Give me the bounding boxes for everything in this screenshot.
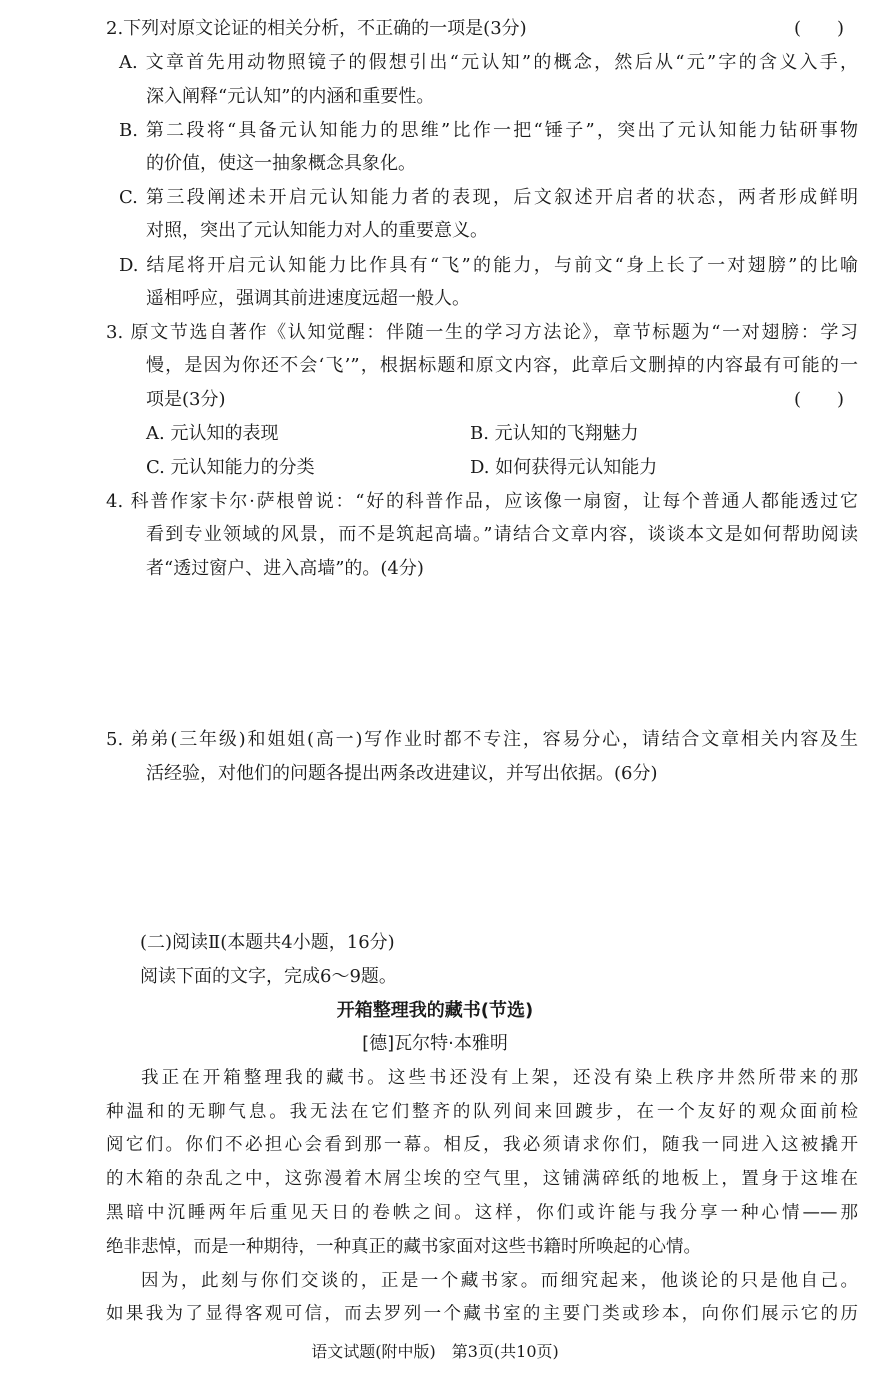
- q2-option-a-line2: 深入阐释“元认知”的内涵和重要性。: [146, 86, 435, 107]
- q3-stem-line1: 3. 原文节选自著作《认知觉醒：伴随一生的学习方法论》，章节标题为“一对翅膀：学习: [106, 322, 858, 343]
- q2-answer-paren: ( ): [793, 18, 844, 39]
- q2-stem: [106, 14, 858, 44]
- q5-stem-line2: 活经验，对他们的问题各提出两条改进建议，并写出依据。(6分): [146, 763, 658, 784]
- q3-option-c: C. 元认知能力的分类: [146, 457, 315, 478]
- section-instruction: 阅读下面的文字，完成6～9题。: [140, 966, 397, 987]
- q3-stem-line3: [146, 385, 858, 415]
- q2-option-d-line1: D. 结尾将开启元认知能力比作具有“飞”的能力，与前文“身上长了一对翅膀”的比喻: [119, 255, 858, 276]
- q5-stem-line1: 5. 弟弟(三年级)和姐姐(高一)写作业时都不专注，容易分心，请结合文章相关内容及生: [106, 729, 858, 750]
- q2-option-c-line2: 对照，突出了元认知能力对人的重要意义。: [146, 220, 488, 241]
- q3-option-a: A. 元认知的表现: [146, 423, 279, 444]
- article-author: [德]瓦尔特·本雅明: [362, 1033, 508, 1054]
- q3-stem-line3-text: 项是(3分): [146, 389, 226, 410]
- article-line: 种温和的无聊气息。我无法在它们整齐的队列间来回踱步，在一个友好的观众面前检: [106, 1102, 858, 1122]
- article-line: 阅它们。你们不必担心会看到那一幕。相反，我必须请求你们，随我一同进入这被撬开: [106, 1135, 858, 1155]
- q3-option-d: D. 如何获得元认知能力: [470, 457, 658, 478]
- q4-stem-line1: 4. 科普作家卡尔·萨根曾说：“好的科普作品，应该像一扇窗，让每个普通人都能透过它: [106, 491, 858, 512]
- q2-option-b-line1: B. 第二段将“具备元认知能力的思维”比作一把“锤子”，突出了元认知能力钻研事物: [119, 120, 858, 141]
- article-line: 绝非悲悼，而是一种期待，一种真正的藏书家面对这些书籍时所唤起的心情。: [106, 1237, 701, 1257]
- article-title: 开箱整理我的藏书(节选): [336, 1000, 534, 1021]
- q3-answer-paren: ( ): [793, 389, 844, 410]
- q3-options-row2: [146, 453, 858, 483]
- q2-option-b-line2: 的价值，使这一抽象概念具象化。: [146, 153, 416, 174]
- q4-stem-line2: 看到专业领域的风景，而不是筑起高墙。”请结合文章内容，谈谈本文是如何帮助阅读: [146, 524, 858, 545]
- q2-option-a-line1: A. 文章首先用动物照镜子的假想引出“元认知”的概念，然后从“元”字的含义入手，: [119, 52, 858, 73]
- q4-stem-line3: 者“透过窗户、进入高墙”的。(4分): [146, 558, 424, 579]
- q2-option-c-line1: C. 第三段阐述未开启元认知能力者的表现，后文叙述开启者的状态，两者形成鲜明: [119, 187, 858, 208]
- article-line: 如果我为了显得客观可信，而去罗列一个藏书室的主要门类或珍本，向你们展示它的历: [106, 1304, 858, 1324]
- q3-options-row1: [146, 419, 858, 449]
- q3-stem-line2: 慢，是因为你还不会‘飞’”，根据标题和原文内容，此章后文删掉的内容最有可能的一: [146, 355, 858, 376]
- q2-stem-text: 2.下列对原文论证的相关分析，不正确的一项是(3分): [106, 18, 527, 39]
- article-line: 我正在开箱整理我的藏书。这些书还没有上架，还没有染上秩序井然所带来的那: [141, 1068, 858, 1088]
- q3-option-b: B. 元认知的飞翔魅力: [470, 423, 639, 444]
- section-heading: (二)阅读Ⅱ(本题共4小题，16分): [140, 932, 395, 953]
- page-footer: 语文试题(附中版) 第3页(共10页): [311, 1342, 559, 1361]
- article-line: 黑暗中沉睡两年后重见天日的卷帙之间。这样，你们或许能与我分享一种心情——那: [106, 1203, 858, 1223]
- article-line: 的木箱的杂乱之中，这弥漫着木屑尘埃的空气里，这铺满碎纸的地板上，置身于这堆在: [106, 1169, 858, 1189]
- q2-option-d-line2: 遥相呼应，强调其前进速度远超一般人。: [146, 288, 470, 309]
- article-line: 因为，此刻与你们交谈的，正是一个藏书家。而细究起来，他谈论的只是他自己。: [141, 1271, 858, 1291]
